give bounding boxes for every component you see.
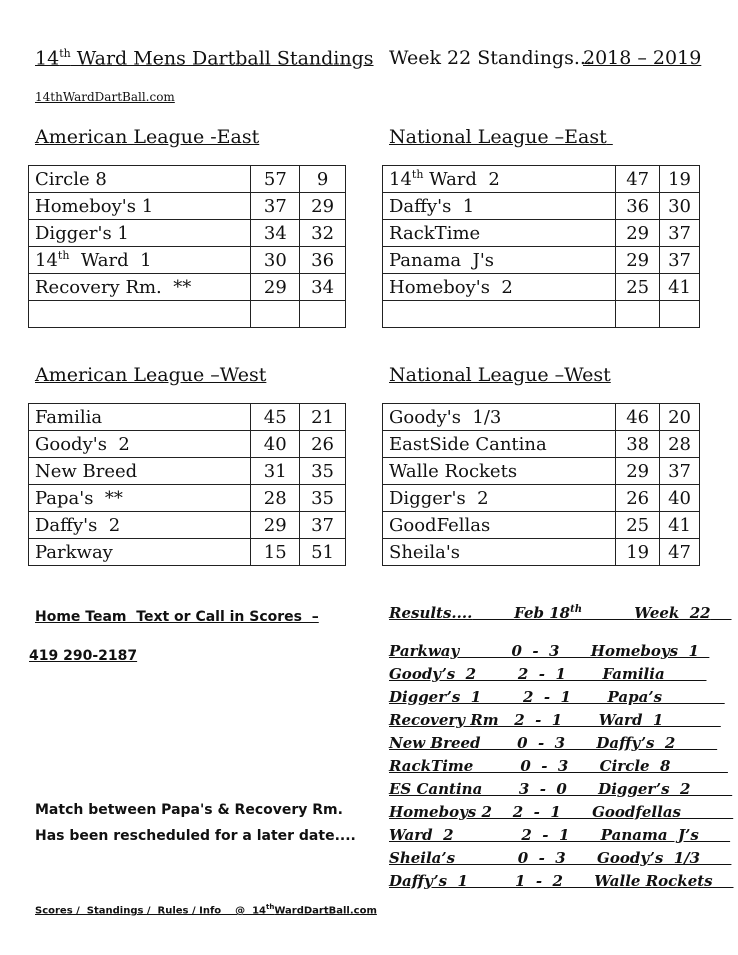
table-row (383, 247, 700, 274)
wins: 25 (616, 512, 660, 539)
website-link[interactable]: 14thWardDartBall.com (35, 90, 175, 104)
team-name: New Breed (29, 458, 251, 485)
result-line: RackTime 0 - 3 Circle 8 (389, 757, 728, 775)
team-name: Sheila's (383, 539, 616, 566)
table-row (29, 193, 346, 220)
wins: 37 (251, 193, 300, 220)
table-row (29, 274, 346, 301)
losses: 30 (660, 193, 700, 220)
wins: 28 (251, 485, 300, 512)
reschedule-note-2: Has been rescheduled for a later date.... (35, 828, 356, 844)
losses: 19 (660, 166, 700, 193)
table-row (383, 485, 700, 512)
table-row (29, 247, 346, 274)
losses: 37 (660, 458, 700, 485)
table-row (383, 512, 700, 539)
losses: 34 (300, 274, 346, 301)
nl-east-title: National League –East (389, 126, 607, 148)
nl-west-title: National League –West (389, 364, 611, 386)
losses: 32 (300, 220, 346, 247)
result-line: Recovery Rm 2 - 1 Ward 1 (389, 711, 721, 729)
losses: 37 (660, 220, 700, 247)
home-team-note: Home Team Text or Call in Scores – (35, 609, 319, 625)
losses: 9 (300, 166, 346, 193)
result-line: Sheila’s 0 - 3 Goody’s 1/3 (389, 849, 732, 867)
table-row (383, 193, 700, 220)
team-name: Walle Rockets (383, 458, 616, 485)
table-row (383, 220, 700, 247)
nl-west-table (382, 403, 700, 566)
table-row (29, 404, 346, 431)
result-line: Digger’s 1 2 - 1 Papa’s (389, 688, 725, 706)
al-west-title: American League –West (35, 364, 267, 386)
table-row (383, 539, 700, 566)
losses: 41 (660, 274, 700, 301)
wins: 57 (251, 166, 300, 193)
empty-row (383, 301, 700, 328)
al-east-title: American League -East (35, 126, 260, 148)
table-row (383, 274, 700, 301)
al-east-table (28, 165, 346, 328)
team-name: Daffy's 1 (383, 193, 616, 220)
team-name: Circle 8 (29, 166, 251, 193)
reschedule-note-1: Match between Papa's & Recovery Rm. (35, 802, 343, 818)
season-label: 2018 – 2019 (583, 47, 702, 69)
result-line: Homeboys 2 2 - 1 Goodfellas (389, 803, 734, 821)
losses: 36 (300, 247, 346, 274)
team-name: Papa's ** (29, 485, 251, 512)
wins: 47 (616, 166, 660, 193)
team-name: 14th Ward 1 (29, 247, 251, 274)
losses: 40 (660, 485, 700, 512)
result-line: Ward 2 2 - 1 Panama J’s (389, 826, 731, 844)
wins: 36 (616, 193, 660, 220)
losses: 26 (300, 431, 346, 458)
wins: 15 (251, 539, 300, 566)
team-name: Digger's 1 (29, 220, 251, 247)
team-name: Parkway (29, 539, 251, 566)
table-row (383, 431, 700, 458)
wins: 34 (251, 220, 300, 247)
team-name: RackTime (383, 220, 616, 247)
team-name: Daffy's 2 (29, 512, 251, 539)
result-line: Parkway 0 - 3 Homeboys 1 (389, 642, 710, 660)
losses: 20 (660, 404, 700, 431)
losses: 29 (300, 193, 346, 220)
losses: 37 (660, 247, 700, 274)
wins: 29 (251, 512, 300, 539)
wins: 29 (616, 220, 660, 247)
table-row (29, 166, 346, 193)
wins: 38 (616, 431, 660, 458)
table-row (383, 458, 700, 485)
footer-links[interactable]: Scores / Standings / Rules / Info @ 14thWardDartBall.com (35, 903, 377, 917)
table-row (29, 458, 346, 485)
table-row (29, 512, 346, 539)
wins: 29 (616, 458, 660, 485)
wins: 25 (616, 274, 660, 301)
losses: 28 (660, 431, 700, 458)
wins: 40 (251, 431, 300, 458)
table-row (29, 431, 346, 458)
result-line: ES Cantina 3 - 0 Digger’s 2 (389, 780, 733, 798)
team-name: Homeboy's 1 (29, 193, 251, 220)
team-name: GoodFellas (383, 512, 616, 539)
team-name: Digger's 2 (383, 485, 616, 512)
wins: 46 (616, 404, 660, 431)
table-row (29, 539, 346, 566)
losses: 47 (660, 539, 700, 566)
wins: 29 (616, 247, 660, 274)
team-name: Panama J's (383, 247, 616, 274)
page-title: 14th Ward Mens Dartball Standings (35, 47, 374, 70)
team-name: Goody's 1/3 (383, 404, 616, 431)
team-name: Goody's 2 (29, 431, 251, 458)
team-name: EastSide Cantina (383, 431, 616, 458)
table-row (383, 166, 700, 193)
losses: 35 (300, 458, 346, 485)
team-name: Homeboy's 2 (383, 274, 616, 301)
wins: 45 (251, 404, 300, 431)
wins: 31 (251, 458, 300, 485)
losses: 35 (300, 485, 346, 512)
week-label: Week 22 Standings... (389, 47, 592, 69)
wins: 26 (616, 485, 660, 512)
nl-east-table (382, 165, 700, 328)
losses: 21 (300, 404, 346, 431)
wins: 30 (251, 247, 300, 274)
table-row (383, 404, 700, 431)
table-row (29, 220, 346, 247)
table-row (29, 485, 346, 512)
result-line: New Breed 0 - 3 Daffy’s 2 (389, 734, 718, 752)
results-header: Results.... Feb 18th Week 22 (389, 604, 711, 622)
wins: 19 (616, 539, 660, 566)
result-line: Daffy’s 1 1 - 2 Walle Rockets (389, 872, 734, 890)
losses: 41 (660, 512, 700, 539)
team-name: Familia (29, 404, 251, 431)
losses: 37 (300, 512, 346, 539)
team-name: Recovery Rm. ** (29, 274, 251, 301)
wins: 29 (251, 274, 300, 301)
team-name: 14th Ward 2 (383, 166, 616, 193)
al-west-table (28, 403, 346, 566)
phone-number[interactable]: 419 290-2187 (29, 648, 138, 664)
losses: 51 (300, 539, 346, 566)
result-line: Goody’s 2 2 - 1 Familia (389, 665, 707, 683)
empty-row (29, 301, 346, 328)
